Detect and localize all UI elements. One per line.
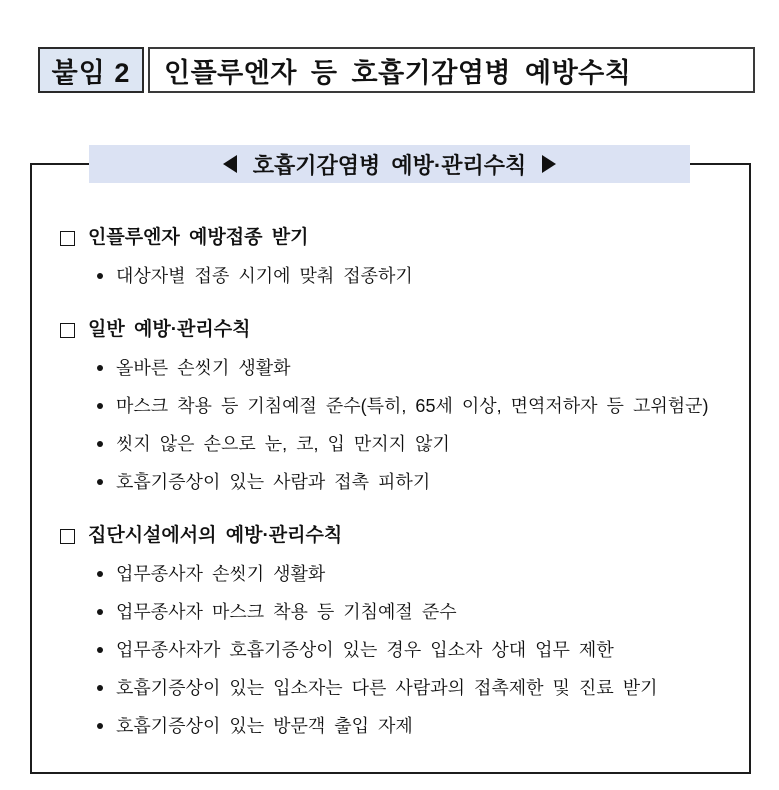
- section-facility-rules: [60, 521, 725, 741]
- bullet-item: [97, 391, 725, 421]
- bullet-list: [60, 353, 725, 497]
- bullet-item: [97, 559, 725, 589]
- bullet-dot-icon: [97, 609, 103, 615]
- section-heading: [60, 223, 725, 253]
- bullet-item: [97, 429, 725, 459]
- bullet-dot-icon: [97, 723, 103, 729]
- bullet-item: [97, 261, 725, 291]
- bullet-item: [97, 467, 725, 497]
- bullet-list: [60, 261, 725, 291]
- bullet-dot-icon: [97, 441, 103, 447]
- bullet-text: 업무종사자가 호흡기증상이 있는 경우 입소자 상대 업무 제한: [116, 640, 614, 660]
- bullet-text: 호흡기증상이 있는 사람과 접촉 피하기: [116, 472, 431, 492]
- bullet-dot-icon: [97, 571, 103, 577]
- bullet-text: 대상자별 접종 시기에 맞춰 접종하기: [116, 266, 413, 286]
- left-triangle-icon: [223, 155, 237, 173]
- bullet-text: 호흡기증상이 있는 입소자는 다른 사람과의 접촉제한 및 진료 받기: [116, 678, 658, 698]
- bullet-text: 올바른 손씻기 생활화: [116, 358, 291, 378]
- empty-square-icon: [60, 323, 75, 338]
- bullet-item: [97, 673, 725, 703]
- document-title: 인플루엔자 등 호흡기감염병 예방수칙: [148, 47, 755, 93]
- attachment-badge: 붙임 2: [38, 47, 144, 93]
- section-general-rules: [60, 315, 725, 497]
- bullet-text: 마스크 착용 등 기침예절 준수(특히, 65세 이상, 면역저하자 등 고위험군): [116, 396, 709, 416]
- bullet-item: [97, 597, 725, 627]
- bullet-dot-icon: [97, 479, 103, 485]
- bullet-dot-icon: [97, 647, 103, 653]
- bullet-dot-icon: [97, 273, 103, 279]
- empty-square-icon: [60, 231, 75, 246]
- bullet-dot-icon: [97, 365, 103, 371]
- section-heading: [60, 521, 725, 551]
- section-heading-text: 인플루엔자 예방접종 받기: [88, 227, 309, 248]
- section-heading-text: 집단시설에서의 예방·관리수칙: [88, 525, 343, 546]
- bullet-text: 업무종사자 손씻기 생활화: [116, 564, 326, 584]
- bullet-item: [97, 353, 725, 383]
- panel-header-title: 호흡기감염병 예방·관리수칙: [252, 152, 527, 178]
- panel-content: [32, 165, 749, 749]
- right-triangle-icon: [542, 155, 556, 173]
- section-heading-text: 일반 예방·관리수칙: [88, 319, 251, 340]
- bullet-text: 호흡기증상이 있는 방문객 출입 자제: [116, 716, 413, 736]
- bullet-item: [97, 711, 725, 741]
- bullet-dot-icon: [97, 403, 103, 409]
- bullet-text: 업무종사자 마스크 착용 등 기침예절 준수: [116, 602, 457, 622]
- bullet-item: [97, 635, 725, 665]
- bullet-dot-icon: [97, 685, 103, 691]
- bullet-list: [60, 559, 725, 741]
- bullet-text: 씻지 않은 손으로 눈, 코, 입 만지지 않기: [116, 434, 450, 454]
- empty-square-icon: [60, 529, 75, 544]
- section-flu-vaccination: [60, 223, 725, 291]
- panel-header: [89, 145, 690, 183]
- section-heading: [60, 315, 725, 345]
